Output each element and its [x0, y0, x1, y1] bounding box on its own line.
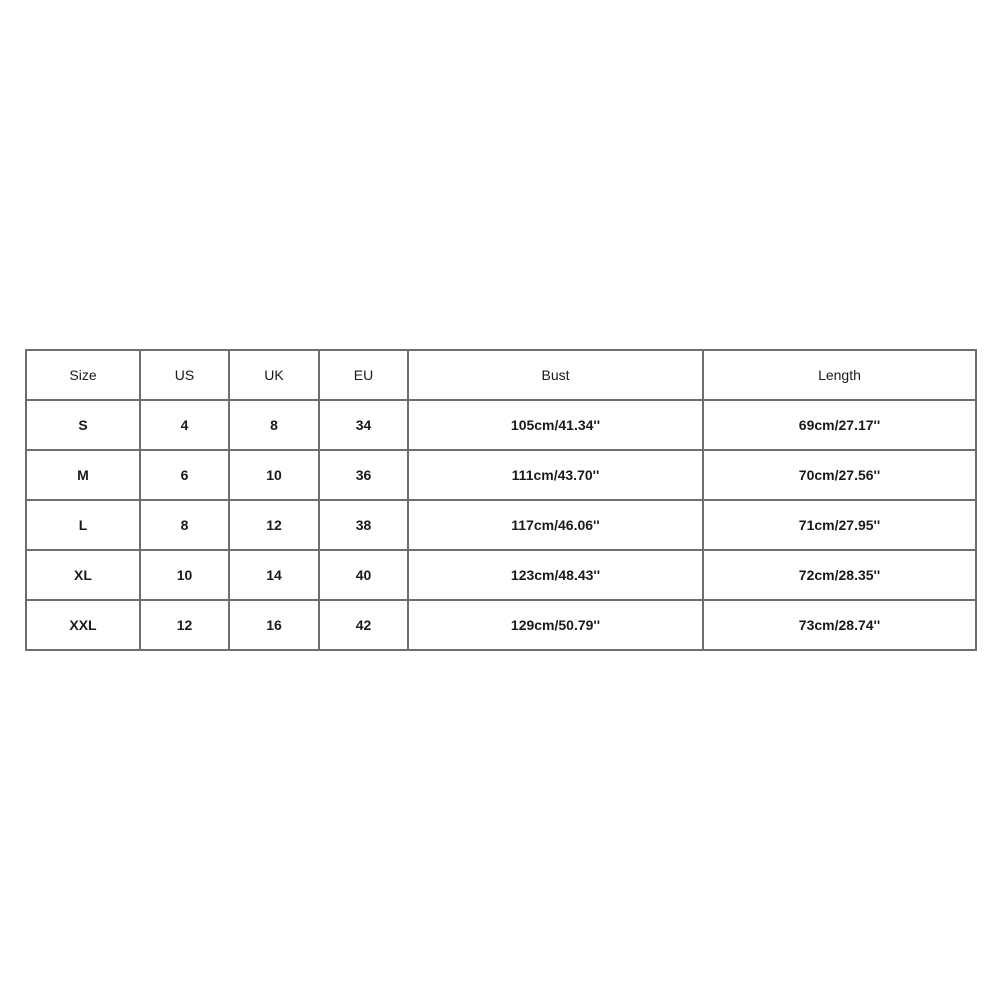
cell-bust: 123cm/48.43''	[408, 550, 703, 600]
cell-length: 70cm/27.56''	[703, 450, 976, 500]
header-length: Length	[703, 350, 976, 400]
cell-eu: 38	[319, 500, 408, 550]
cell-bust: 129cm/50.79''	[408, 600, 703, 650]
cell-size: XXL	[26, 600, 140, 650]
cell-us: 10	[140, 550, 229, 600]
cell-us: 6	[140, 450, 229, 500]
header-us: US	[140, 350, 229, 400]
table-row	[26, 550, 976, 600]
header-bust: Bust	[408, 350, 703, 400]
cell-size: XL	[26, 550, 140, 600]
cell-uk: 12	[229, 500, 319, 550]
table-row	[26, 400, 976, 450]
cell-us: 4	[140, 400, 229, 450]
cell-uk: 16	[229, 600, 319, 650]
cell-size: L	[26, 500, 140, 550]
cell-length: 73cm/28.74''	[703, 600, 976, 650]
cell-bust: 111cm/43.70''	[408, 450, 703, 500]
cell-eu: 40	[319, 550, 408, 600]
cell-eu: 42	[319, 600, 408, 650]
size-chart-table	[25, 349, 977, 651]
table-row	[26, 600, 976, 650]
cell-eu: 34	[319, 400, 408, 450]
header-uk: UK	[229, 350, 319, 400]
header-eu: EU	[319, 350, 408, 400]
cell-length: 71cm/27.95''	[703, 500, 976, 550]
cell-uk: 10	[229, 450, 319, 500]
cell-size: S	[26, 400, 140, 450]
cell-bust: 105cm/41.34''	[408, 400, 703, 450]
table-row	[26, 500, 976, 550]
cell-length: 69cm/27.17''	[703, 400, 976, 450]
cell-length: 72cm/28.35''	[703, 550, 976, 600]
cell-bust: 117cm/46.06''	[408, 500, 703, 550]
cell-us: 12	[140, 600, 229, 650]
cell-uk: 8	[229, 400, 319, 450]
cell-us: 8	[140, 500, 229, 550]
table-row	[26, 450, 976, 500]
table-header-row	[26, 350, 976, 400]
cell-size: M	[26, 450, 140, 500]
cell-uk: 14	[229, 550, 319, 600]
cell-eu: 36	[319, 450, 408, 500]
header-size: Size	[26, 350, 140, 400]
